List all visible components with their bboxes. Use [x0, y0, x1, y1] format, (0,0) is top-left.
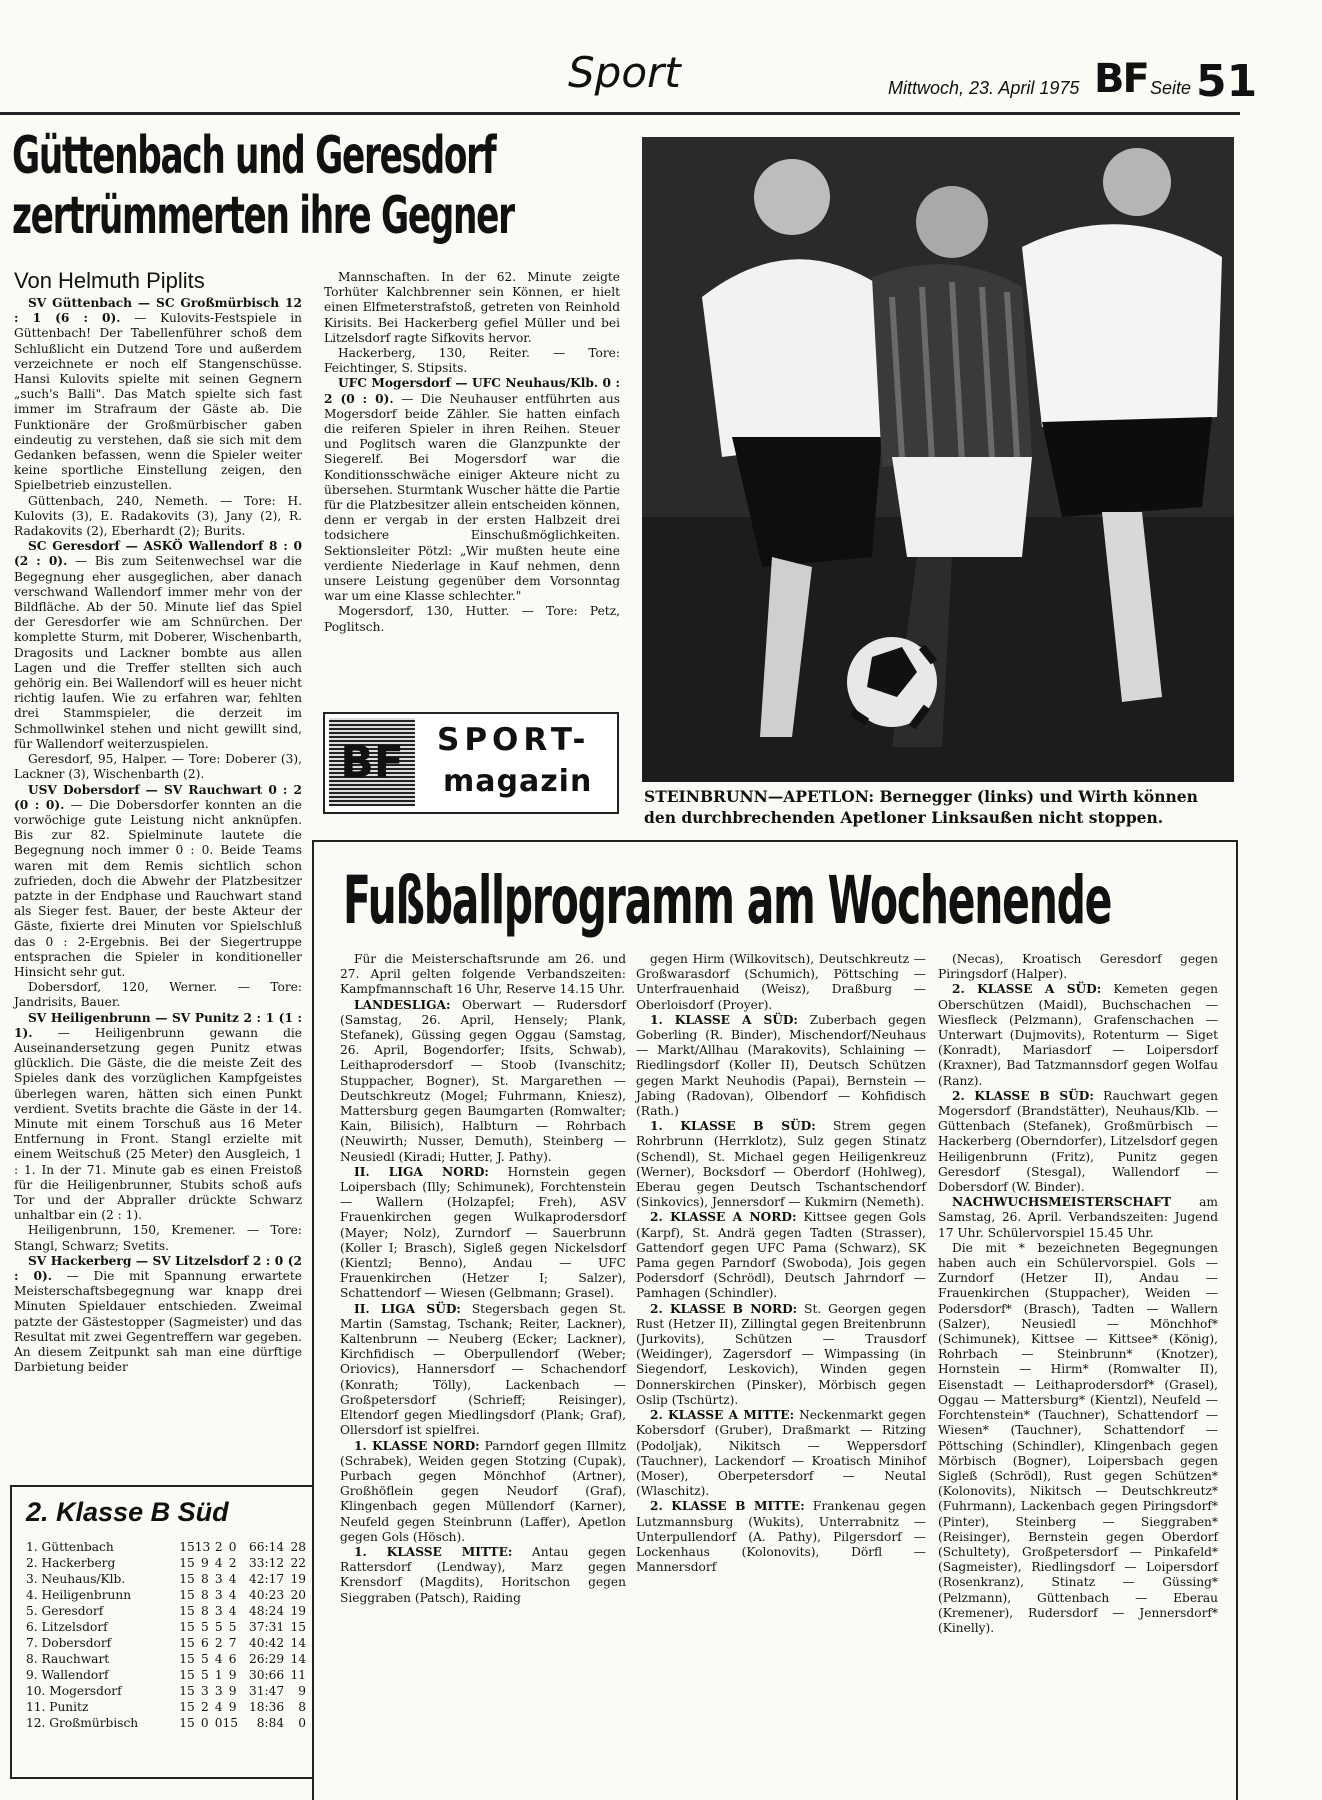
- table-cell: 9. Wallendorf: [26, 1668, 109, 1682]
- paragraph: [14, 783, 302, 981]
- table-row: [26, 1635, 306, 1651]
- program-column-3: [938, 952, 1218, 1636]
- table-cell: 42:17: [249, 1572, 285, 1586]
- issue-date: Mittwoch, 23. April 1975: [888, 78, 1080, 98]
- magazin-title-line-2: magazin: [443, 764, 593, 799]
- table-cell: 15: [179, 1572, 195, 1586]
- table-cell: 5: [228, 1620, 237, 1634]
- table-cell: 15: [179, 1636, 195, 1650]
- paragraph-text: Frankenau gegen Lutzmannsburg (Wukits), Unterrabnitz — Unterpullendorf (A. Pathy), Pilgersdorf — Lockenhaus (Kolonovits), Dörfl — Mannersdorf: [636, 1499, 926, 1575]
- table-cell: 5: [200, 1652, 209, 1666]
- table-cell: 15: [179, 1716, 195, 1730]
- table-cell: 30:66: [249, 1668, 285, 1682]
- table-cell: 48:24: [249, 1604, 285, 1618]
- paragraph-text: — Die mit Spannung erwartete Meisterschaftsbegegnung war knapp drei Minuten Spieldauer entschieden. Zweimal patzte der Gästestopper (Sagmeister) und das Resultat mit zwei Gegentreffern war gegeben. An diesem Zeitpunkt sah man eine dürftige Darbietung beider: [14, 1269, 302, 1375]
- table-cell: 1. Güttenbach: [26, 1540, 114, 1554]
- table-row: [26, 1699, 306, 1715]
- paragraph: [636, 1210, 926, 1301]
- paragraph-text: am Samstag, 26. April. Verbandszeiten: Jugend 17 Uhr. Schülervorspiel 15.45 Uhr.: [938, 1195, 1218, 1240]
- table-cell: 15: [179, 1604, 195, 1618]
- paragraph-lead: 2. KLASSE B MITTE:: [650, 1499, 805, 1514]
- table-cell: 0: [214, 1716, 223, 1730]
- paragraph-lead: SV Hackerberg — SV Litzelsdorf 2 : 0 (2 : 0).: [14, 1253, 302, 1283]
- program-frame-top: [312, 840, 1238, 842]
- table-cell: 3: [214, 1572, 223, 1586]
- paragraph-text: Mogersdorf, 130, Hutter. — Tore: Petz, Poglitsch.: [324, 604, 620, 634]
- standings-title: 2. Klasse B Süd: [26, 1497, 229, 1527]
- paragraph: [324, 270, 620, 346]
- table-cell: 13: [194, 1540, 211, 1554]
- table-row: [26, 1683, 306, 1699]
- table-cell: 12. Großmürbisch: [26, 1716, 139, 1730]
- table-row: [26, 1539, 306, 1555]
- paragraph-lead: 2. KLASSE A NORD:: [650, 1210, 797, 1225]
- table-cell: 7. Dobersdorf: [26, 1636, 112, 1650]
- table-cell: 3: [214, 1604, 223, 1618]
- table-cell: 15: [179, 1540, 195, 1554]
- table-cell: 0: [228, 1540, 237, 1554]
- headline-program: Fußballprogramm am Wochenende: [343, 862, 1112, 939]
- paragraph-text: Rauchwart gegen Mogersdorf (Brandstätter), Neuhaus/Klb. — Güttenbach (Stefanek), Großmürbisch — Hackerberg (Oberndorfer), Litzelsdorf gegen Heiligenbrunn (Fritz), Punitz gegen Geresdorf (Stesgal), Wallendorf — Dobersdorf (W. Binder).: [938, 1088, 1219, 1195]
- table-cell: 4: [228, 1588, 237, 1602]
- table-cell: 9: [228, 1668, 237, 1682]
- paragraph: [14, 980, 302, 1010]
- paragraph: [14, 1254, 302, 1376]
- table-cell: 15: [179, 1668, 195, 1682]
- paragraph: [636, 1119, 926, 1210]
- match-photo: [642, 137, 1234, 782]
- article-column-2: [324, 270, 620, 635]
- table-cell: 15: [179, 1684, 195, 1698]
- sport-magazin-box: [323, 712, 619, 814]
- paragraph-lead: 2. KLASSE A SÜD:: [952, 982, 1102, 997]
- table-cell: 1: [214, 1668, 223, 1682]
- headline-line-1: Güttenbach und Geresdorf: [12, 126, 496, 186]
- table-cell: 4: [214, 1652, 223, 1666]
- table-cell: 3: [214, 1588, 223, 1602]
- paragraph: [14, 494, 302, 540]
- table-cell: 5. Geresdorf: [26, 1604, 104, 1618]
- paragraph-text: gegen Hirm (Wilkovitsch), Deutschkreutz — Großwarasdorf (Schumich), Pöttsching — Unterfrauenhaid (Weisz), Draßburg — Oberloisdorf (Proyer).: [636, 952, 926, 1012]
- paragraph-lead: II. LIGA NORD:: [354, 1164, 489, 1179]
- paragraph-text: Die mit * bezeichneten Begegnungen haben auch ein Schülervorspiel. Gols — Zurndorf (Hetzer II), Andau — Frauenkirchen (Stuppacher), Weiden — Podersdorf* (Brasch), Tadten — Wallern (Salzer), Neusiedl — Mönchhof* (Schimunek), Kittsee — Kittsee* (König), Rohrbach — Steinbrunn* (Knotzer), Hornstein — Hirm* (Romwalter II), Eisenstadt — Leithaprodersdorf* (Grasel), Oggau — Mattersburg* (Kientzl), Neufeld — Forchtenstein* (Tauchner), Schattendorf — Wiesen* (Tauchner), Schattendorf — Pöttsching (Schindler), Klingenbach gegen Mörbisch (Bogner), Loipersbach gegen Sigleß (Schrödl), Rust gegen Schützen* (Kolonovits), Nikitsch — Deutschkreutz* (Fuhrmann), Lackenbach gegen Piringsdorf* (Pinter), Steinberg — Sieggraben* (Reisinger), Bernstein gegen Oberdorf (Schultety), Großpetersdorf — Pinkafeld* (Sagmeister), Riedlingsdorf — Loipersdorf (Rosenkranz), Stinatz — Güssing* (Pelzmann), Güttenbach — Eberau (Kremener), Rudersdorf — Jennersdorf* (Kinelly).: [938, 1240, 1218, 1635]
- paragraph-lead: UFC Mogersdorf — UFC Neuhaus/Klb. 0 : 2 (0 : 0).: [324, 376, 620, 406]
- paragraph: [324, 604, 620, 634]
- paragraph: [340, 1165, 626, 1302]
- table-cell: 9: [228, 1700, 237, 1714]
- table-cell: 9: [298, 1684, 307, 1698]
- paragraph-lead: NACHWUCHSMEISTERSCHAFT: [952, 1195, 1172, 1210]
- byline: Von Helmuth Piplits: [14, 268, 205, 293]
- table-cell: 33:12: [249, 1556, 285, 1570]
- paragraph-text: Antau gegen Rattersdorf (Lendway), Marz gegen Krensdorf (Magdits), Horitschon gegen Sieggraben (Patsch), Raiding: [340, 1544, 626, 1605]
- paragraph: [938, 1089, 1218, 1195]
- table-cell: 15: [290, 1620, 307, 1634]
- paragraph: [324, 376, 620, 604]
- article-column-1: [14, 296, 302, 1375]
- paragraph: [340, 1302, 626, 1439]
- table-cell: 40:42: [249, 1636, 285, 1650]
- table-cell: 28: [290, 1540, 306, 1554]
- paragraph-text: Strem gegen Rohrbrunn (Herrklotz), Sulz gegen Stinatz (Schendl), St. Michael gegen Heiligenkreuz (Werner), Bocksdorf — Oberdorf (Hohlweg), Eberau gegen Deutsch Tschantschendorf (Sinkovics), Jennersdorf — Kukmirn (Nemeth).: [636, 1119, 926, 1210]
- table-cell: 2: [214, 1540, 223, 1554]
- table-cell: 15: [222, 1716, 239, 1730]
- table-row: [26, 1619, 306, 1635]
- headline-main: [12, 126, 514, 246]
- table-cell: 4: [228, 1572, 237, 1586]
- paragraph: [340, 1439, 626, 1545]
- table-row: [26, 1555, 306, 1571]
- paragraph-lead: 1. KLASSE B SÜD:: [650, 1119, 816, 1134]
- table-cell: 9: [228, 1684, 237, 1698]
- program-column-2: [636, 952, 926, 1575]
- table-cell: 11: [290, 1668, 307, 1682]
- magazin-logo: BF: [329, 718, 415, 806]
- table-cell: 4. Heiligenbrunn: [26, 1588, 132, 1602]
- page-label: Seite: [1150, 78, 1192, 98]
- table-cell: 0: [200, 1716, 209, 1730]
- section-title: Sport: [568, 48, 681, 97]
- table-cell: 9: [200, 1556, 209, 1570]
- table-cell: 18:36: [249, 1700, 285, 1714]
- table-cell: 15: [179, 1588, 195, 1602]
- paragraph-lead: SV Heiligenbrunn — SV Punitz 2 : 1 (1 : 1).: [14, 1010, 302, 1040]
- paragraph: [340, 998, 626, 1165]
- paragraph: [14, 539, 302, 752]
- paragraph-text: Dobersdorf, 120, Werner. — Tore: Jandrisits, Bauer.: [14, 980, 302, 1010]
- paragraph-text: Mannschaften. In der 62. Minute zeigte Torhüter Kalchbrenner sein Können, er hielt einen Elfmeterstrafstoß, getreten von Reinhold Kirisits. Bei Hackerberg gefiel Müller und bei Litzelsdorf ragte Sifkovits hervor.: [324, 270, 620, 345]
- table-cell: 4: [214, 1700, 223, 1714]
- table-cell: 5: [200, 1620, 209, 1634]
- paragraph-lead: SV Güttenbach — SC Großmürbisch 12 : 1 (6 : 0).: [14, 296, 302, 326]
- paragraph-lead: 2. KLASSE B NORD:: [650, 1301, 798, 1316]
- table-cell: 11. Punitz: [26, 1700, 89, 1714]
- table-cell: 20: [290, 1588, 307, 1602]
- paragraph: [636, 1013, 926, 1119]
- table-cell: 7: [228, 1636, 237, 1650]
- paragraph: [636, 1499, 926, 1575]
- photo-caption: STEINBRUNN—APETLON: Bernegger (links) und Wirth können den durchbrechenden Apetloner Linksaußen nicht stoppen.: [644, 787, 1198, 827]
- table-cell: 2: [228, 1556, 237, 1570]
- paragraph-text: Kemeten gegen Oberschützen (Maidl), Buchschachen — Wiesfleck (Pelzmann), Grafenschachen — Unterwart (Dujmovits), Rotenturm — Siget (Konradt), Mariasdorf — Loipersdorf (Kraxner), Bad Tatzmannsdorf gegen Wolfau (Ranz).: [938, 982, 1218, 1088]
- page-number: 51: [1196, 56, 1258, 107]
- table-cell: 14: [290, 1652, 307, 1666]
- table-cell: 19: [290, 1604, 307, 1618]
- paragraph: [14, 296, 302, 494]
- table-cell: 8. Rauchwart: [26, 1652, 110, 1666]
- paragraph-text: St. Georgen gegen Rust (Hetzer II), Zillingtal gegen Breitenbrunn (Jurkovits), Schützen — Trausdorf (Weidinger), Zagersdorf — Wimpassing (in Siegendorf, Leskovich), Winden gegen Donnerskirchen (Pinsker), Mörbisch gegen Oslip (Tschürtz).: [636, 1301, 926, 1407]
- table-cell: 3: [200, 1684, 209, 1698]
- table-cell: 3. Neuhaus/Klb.: [26, 1572, 126, 1586]
- table-cell: 8: [200, 1604, 209, 1618]
- table-cell: 2: [214, 1636, 223, 1650]
- table-cell: 8: [200, 1572, 209, 1586]
- standings-table: [10, 1485, 314, 1779]
- headline-line-2: zertrümmerten ihre Gegner: [12, 186, 514, 246]
- paragraph-lead: USV Dobersdorf — SV Rauchwart 0 : 2 (0 : 0).: [14, 782, 302, 812]
- table-cell: 5: [214, 1620, 223, 1634]
- table-row: [26, 1715, 306, 1731]
- table-cell: 2: [200, 1700, 209, 1714]
- paragraph-text: Kittsee gegen Gols (Karpf), St. Andrä gegen Tadten (Strasser), Gattendorf gegen UFC Pama (Schwarz), SK Pama gegen Parndorf (Swoboda), Jois gegen Podersdorf (Schrödl), Deutsch Jahrndorf — Pamhagen (Schindler).: [636, 1210, 926, 1301]
- table-cell: 66:14: [249, 1540, 285, 1554]
- paragraph-text: Für die Meisterschaftsrunde am 26. und 27. April gelten folgende Verbandszeiten: Kampfmannschaft 16 Uhr, Reserve 14.15 Uhr.: [340, 952, 626, 997]
- paragraph-lead: 2. KLASSE A MITTE:: [650, 1408, 795, 1423]
- paragraph: [340, 952, 626, 998]
- paragraph-text: Stegersbach gegen St. Martin (Samstag, Tschank; Reiter, Lackner), Kaltenbrunn — Neuberg (Ecker; Lackner), Kirchfidisch — Oberpullendorf (Weber; Oriovics), Hannersdorf — Schachendorf (Konrath; Tölly), Lackenbach — Großpetersdorf (Schrieff; Reisinger), Eltendorf gegen Miedlingsdorf (Plank; Graf), Ollersdorf ist spielfrei.: [340, 1301, 626, 1438]
- paragraph: [636, 952, 926, 1013]
- paragraph-text: Parndorf gegen Illmitz (Schrabek), Weiden gegen Stotzing (Cupak), Purbach gegen Mönchhof (Artner), Großhöflein gegen Neudorf (Graf), Klingenbach gegen Müllendorf (Karner), Neufeld gegen Steinbrunn (Laffer), Apetlon gegen Gols (Hösch).: [340, 1438, 627, 1544]
- paragraph-lead: 1. KLASSE NORD:: [354, 1438, 480, 1453]
- paragraph-text: — Die Neuhauser entführten aus Mogersdorf beide Zähler. Sie hatten einfach die reiferen Spieler in ihren Reihen. Steuer und Poglitsch waren die Glanzpunkte der Siegerelf. Bei Mogersdorf war die Konditionsschwäche einiger Akteure nicht zu übersehen. Sturmtank Wuscher hätte die Partie für die Platzbesitzer allein entscheiden können, denn er vergab in der ersten Halbzeit drei todsichere Einschußmöglichkeiten. Sektionsleiter Pötzl: „Wir mußten heute eine verdiente Niederlage in Kauf nehmen, denn unsere Leistung gegenüber dem Vorsonntag war um eine Klasse schlechter.": [324, 391, 620, 604]
- table-cell: 22: [290, 1556, 307, 1570]
- paragraph-text: — Bis zum Seitenwechsel war die Begegnung eher ausgeglichen, aber danach verschwand Wallendorf immer mehr von der Bildfläche. Ab der 50. Minute lief das Spiel der Geresdorfer wie am Schnürchen. Der komplette Sturm, mit Doberer, Wischenbarth, Dragosits und Lackner bombte aus allen Lagen und die Treffer stellten sich auch gehörig ein. Bei Wallendorf will es heuer nicht richtig laufen. Wie zu erfahren war, fehlten drei Stammspieler, die derzeit im Schmollwinkel stehen und nicht gewillt sind, für Wallendorf weiterzuspielen.: [14, 554, 302, 751]
- paragraph: [636, 1302, 926, 1408]
- table-cell: 15: [179, 1652, 195, 1666]
- paragraph-lead: LANDESLIGA:: [354, 997, 451, 1012]
- paragraph: [14, 1011, 302, 1224]
- paragraph-lead: SC Geresdorf — ASKÖ Wallendorf 8 : 0 (2 : 0).: [14, 539, 302, 569]
- table-row: [26, 1651, 306, 1667]
- program-frame-right: [1236, 840, 1238, 1800]
- paragraph: [324, 346, 620, 376]
- table-cell: 0: [298, 1716, 306, 1730]
- paragraph-text: Neckenmarkt gegen Kobersdorf (Gruber), Draßmarkt — Ritzing (Podoljak), Nikitsch — Weppersdorf (Tauchner), Lackendorf — Kroatisch Minihof (Moser), Oberpetersdorf — Neutal (Wlaschitz).: [636, 1408, 926, 1499]
- table-cell: 4: [214, 1556, 223, 1570]
- paragraph-text: — Kulovits-Festspiele in Güttenbach! Der Tabellenführer schoß dem Schlußlicht ein Dutzend Tore und außerdem verzeichnete er noch elf Stangenschüsse. Hansi Kulovits spielte mit seinen Gegnern „such's Balli". Das Match spielte sich fast immer im Strafraum der Gäste ab. Die Funktionäre der Großmürbischer gaben eindeutig zu verstehen, daß sie sich mit dem Gedanken befassen, wenn die Spieler weiter keine sportliche Einstellung zeigen, den Spielbetrieb einzustellen.: [14, 311, 302, 493]
- paragraph-text: — Die Dobersdorfer konnten an die vorwöchige gute Leistung nicht anknüpfen. Bis zur 82. Spielminute lautete die Begegnung noch immer 0 : 0. Beide Teams waren mit dem Remis sichtlich schon zufrieden, doch die Abwehr der Platzbesitzer patzte in der Endphase und Rauchwart stand als Sieger fest. Bauer, der beste Akteur der Gäste, fixierte drei Minuten vor Spielschluß das 0 : 2-Ergebnis. Bei der Siegertruppe entsprachen die Spieler in konditioneller Hinsicht sehr gut.: [14, 797, 302, 979]
- table-row: [26, 1603, 306, 1619]
- paragraph-text: Zuberbach gegen Goberling (R. Binder), Mischendorf/Neuhaus — Markt/Allhau (Marakovits), Schlaining — Riedlingsdorf (Koller II), Deutsch Schützen gegen Markt Neuhodis (Papai), Bernstein — Jabing (Radovan), Olbendorf — Kohfidisch (Rath.): [636, 1012, 926, 1119]
- newspaper-logo: BF: [1094, 56, 1148, 102]
- paragraph-text: Güttenbach, 240, Nemeth. — Tore: H. Kulovits (3), E. Radakovits (3), Jany (2), R. Radakovits (2), Eberhardt (2); Burits.: [14, 493, 302, 539]
- table-cell: 19: [290, 1572, 307, 1586]
- paragraph-text: Geresdorf, 95, Halper. — Tore: Doberer (3), Lackner (3), Wischenbarth (2).: [14, 752, 302, 782]
- paragraph: [938, 1241, 1218, 1636]
- table-cell: 31:47: [249, 1684, 285, 1698]
- table-cell: 2. Hackerberg: [26, 1556, 116, 1570]
- paragraph: [938, 952, 1218, 982]
- table-row: [26, 1667, 306, 1683]
- table-row: [26, 1571, 306, 1587]
- paragraph: [14, 752, 302, 782]
- paragraph-text: Hornstein gegen Loipersbach (Illy; Schimunek), Forchtenstein — Wallern (Holzapfel; Freh), ASV Frauenkirchen gegen Wulkaprodersdorf (Mayer; Nolz), Zurndorf — Sauerbrunn (Koller I; Brasch), Sigleß gegen Nickelsdorf (Kientzl; Benno), Andau — UFC Frauenkirchen (Hetzer I; Salzer), Schattendorf — Wiesen (Gelbmann; Grasel).: [340, 1164, 626, 1301]
- table-cell: 14: [290, 1636, 307, 1650]
- paragraph-text: Heiligenbrunn, 150, Kremener. — Tore: Stangl, Schwarz; Svetits.: [14, 1223, 302, 1253]
- table-cell: 15: [179, 1620, 195, 1634]
- table-cell: 15: [179, 1700, 195, 1714]
- magazin-title-line-1: SPORT-: [437, 722, 591, 758]
- paragraph-lead: II. LIGA SÜD:: [354, 1301, 461, 1316]
- paragraph: [14, 1223, 302, 1253]
- table-cell: 37:31: [249, 1620, 285, 1634]
- table-cell: 6. Litzelsdorf: [26, 1620, 108, 1634]
- paragraph-text: (Necas), Kroatisch Geresdorf gegen Piringsdorf (Halper).: [938, 952, 1218, 982]
- table-cell: 8: [200, 1588, 209, 1602]
- header-rule: [0, 112, 1240, 115]
- paragraph-lead: 1. KLASSE MITTE:: [354, 1544, 513, 1559]
- paragraph: [340, 1545, 626, 1606]
- paragraph: [636, 1408, 926, 1499]
- paragraph-text: — Heiligenbrunn gewann die Auseinandersetzung gegen Punitz etwas glücklich. Die Gäste, die die meiste Zeit des Spieles dank des vorzüglichen Kampfgeistes überlegen waren, hätten sich einen Punkt verdient. Svetits brachte die Gäste in der 14. Minute mit einem Torschuß aus 16 Meter Entfernung in Front. Stangl erzielte mit einem Weitschuß (25 Meter) den Ausgleich, 1 : 1. In der 71. Minute gab es einen Freistoß für die Heiligenbrunner, Stubits schoß aufs Tor und der Abpraller drückte Schwarz unhaltbar ein (2 : 1).: [14, 1025, 302, 1223]
- photo-illustration: [642, 137, 1234, 782]
- table-cell: 10. Mogersdorf: [26, 1684, 122, 1698]
- table-cell: 6: [200, 1636, 209, 1650]
- table-cell: 3: [214, 1684, 223, 1698]
- table-cell: 15: [179, 1556, 195, 1570]
- paragraph: [938, 982, 1218, 1088]
- program-column-1: [340, 952, 626, 1606]
- table-cell: 4: [228, 1604, 237, 1618]
- table-cell: 8: [298, 1700, 307, 1714]
- paragraph-text: Oberwart — Rudersdorf (Samstag, 26. April, Hensely; Plank, Stefanek), Güssing gegen Oggau (Samstag, 26. April, Bogendorfer; Ifsits, Schwab), Leithaprodersdorf — Stoob (Ivanschitz; Stuppacher, Bogner), St. Margarethen — Deutschkreutz (Mogel; Fuhrmann, Kniesz), Mattersburg gegen Baumgarten (Romwalter; Kain, Bilisich), Halbturn — Rohrbach (Neuwirth; Nusser, Demuth), Steinberg — Neusiedl (Kiradi; Hutter, J. Pathy).: [340, 997, 626, 1164]
- table-row: [26, 1587, 306, 1603]
- table-cell: 40:23: [249, 1588, 285, 1602]
- table-cell: 8:84: [256, 1716, 285, 1730]
- paragraph-lead: 2. KLASSE B SÜD:: [952, 1088, 1094, 1103]
- table-cell: 5: [200, 1668, 209, 1682]
- table-cell: 6: [228, 1652, 237, 1666]
- table-cell: 26:29: [249, 1652, 285, 1666]
- paragraph-text: Hackerberg, 130, Reiter. — Tore: Feichtinger, S. Stipsits.: [324, 346, 620, 376]
- standings-body: [26, 1539, 306, 1731]
- paragraph-lead: 1. KLASSE A SÜD:: [650, 1012, 798, 1027]
- paragraph: [938, 1195, 1218, 1241]
